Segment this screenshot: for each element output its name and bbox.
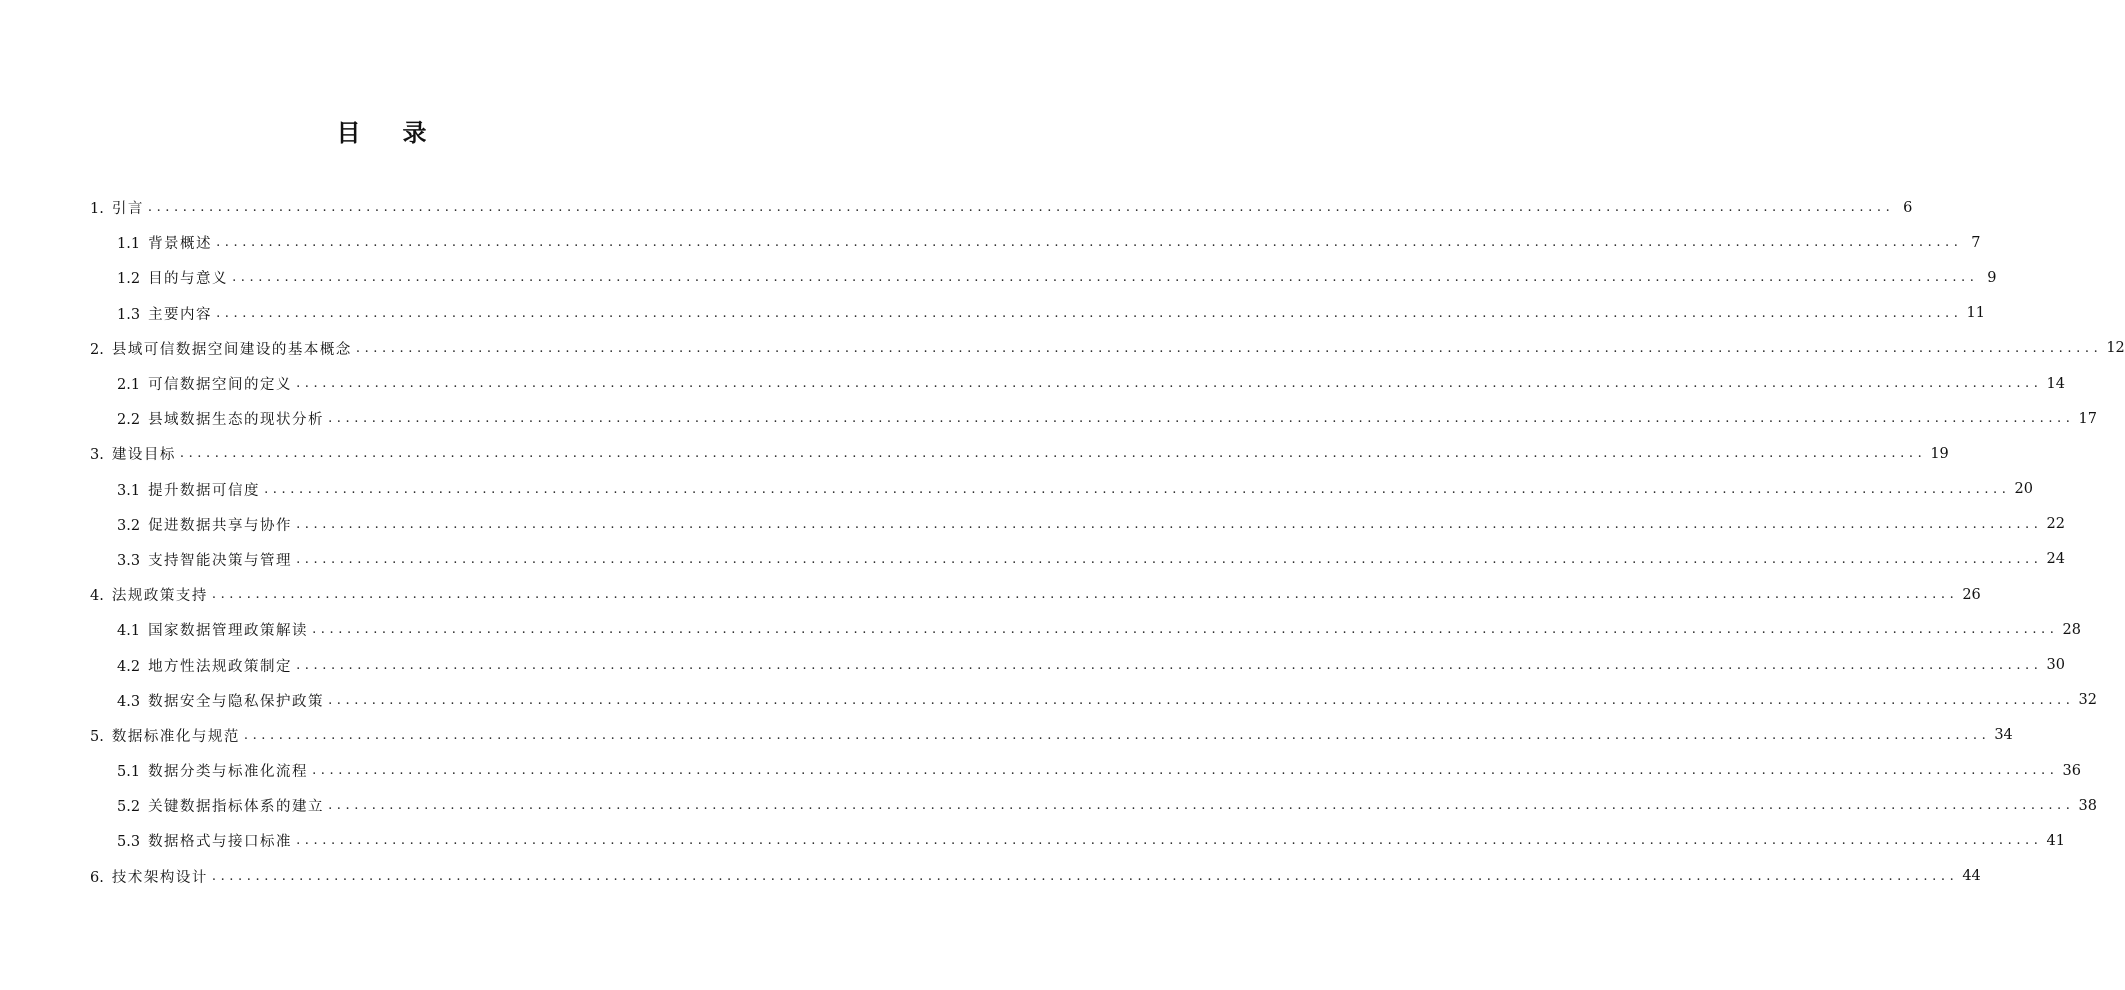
- toc-entry[interactable]: [90, 753, 2081, 788]
- toc-dot-leader: ........................................................................................................................................................................................................: [264, 481, 2011, 497]
- toc-entry-label: [117, 408, 324, 429]
- page-title: [0, 113, 765, 148]
- toc-entry-number: 4.: [90, 588, 104, 605]
- toc-entry-text: 数据标准化与规范: [111, 728, 240, 745]
- toc-entry-number: 5.3: [117, 834, 141, 851]
- toc-dot-leader: ........................................................................................................................................................................................................: [147, 200, 1895, 216]
- toc-entry[interactable]: [90, 577, 1981, 612]
- toc-dot-leader: ........................................................................................................................................................................................................: [296, 516, 2043, 532]
- toc-entry-number: 3.3: [117, 552, 141, 569]
- toc-page-number: 17: [2078, 410, 2097, 427]
- toc-entry-text: 主要内容: [148, 306, 213, 323]
- toc-entry-number: 4.1: [117, 623, 141, 640]
- toc-entry-label: [117, 514, 292, 535]
- toc-entry-text: 目的与意义: [148, 271, 229, 288]
- toc-entry-number: 1.: [90, 201, 104, 218]
- toc-page-number: 9: [1987, 269, 1997, 286]
- toc-entry[interactable]: [90, 225, 1981, 260]
- toc-entry[interactable]: [90, 788, 2097, 823]
- toc-entry-label: [117, 232, 212, 253]
- toc-entry-text: 国家数据管理政策解读: [148, 623, 309, 640]
- toc-entry[interactable]: [90, 331, 2125, 366]
- toc-page-number: 6: [1903, 199, 1913, 216]
- toc-dot-leader: ........................................................................................................................................................................................................: [296, 657, 2043, 673]
- toc-entry-text: 可信数据空间的定义: [148, 377, 293, 394]
- toc-entry-number: 4.2: [117, 658, 141, 675]
- toc-entry[interactable]: [90, 612, 2081, 647]
- toc-entry[interactable]: [90, 296, 1985, 331]
- toc-entry[interactable]: [90, 260, 1997, 295]
- toc-dot-leader: ........................................................................................................................................................................................................: [296, 833, 2043, 849]
- toc-entry-number: 5.: [90, 728, 104, 745]
- toc-entry[interactable]: [90, 472, 2033, 507]
- toc-entry-label: [117, 303, 212, 324]
- toc-entry[interactable]: [90, 859, 1981, 894]
- toc-page-number: 19: [1930, 445, 1949, 462]
- toc-dot-leader: ........................................................................................................................................................................................................: [216, 235, 1963, 251]
- toc-dot-leader: ........................................................................................................................................................................................................: [312, 763, 2059, 779]
- toc-entry-label: [117, 795, 324, 816]
- toc-dot-leader: ........................................................................................................................................................................................................: [243, 727, 1991, 743]
- toc-page-number: 38: [2078, 797, 2097, 814]
- toc-entry[interactable]: [90, 190, 1913, 225]
- toc-page-number: 36: [2062, 762, 2081, 779]
- toc-page-number: 11: [1966, 305, 1985, 322]
- toc-entry-text: 促进数据共享与协作: [148, 517, 293, 534]
- toc-entry-text: 关键数据指标体系的建立: [148, 799, 325, 816]
- toc-entry[interactable]: [90, 823, 2065, 858]
- toc-entry-label: [117, 619, 308, 640]
- table-of-contents: [90, 190, 2125, 894]
- toc-page-number: 22: [2046, 516, 2065, 533]
- toc-entry-text: 数据安全与隐私保护政策: [148, 693, 325, 710]
- toc-page-number: 14: [2046, 375, 2065, 392]
- toc-dot-leader: ........................................................................................................................................................................................................: [216, 305, 1963, 321]
- toc-entry-text: 法规政策支持: [111, 588, 208, 605]
- toc-entry-label: [90, 338, 352, 359]
- toc-dot-leader: ........................................................................................................................................................................................................: [312, 622, 2059, 638]
- toc-page-number: 12: [2106, 340, 2125, 357]
- toc-entry-label: [90, 725, 240, 746]
- toc-entry-number: 1.1: [117, 236, 141, 253]
- toc-dot-leader: ........................................................................................................................................................................................................: [296, 376, 2043, 392]
- toc-entry-text: 背景概述: [148, 236, 213, 253]
- toc-dot-leader: ........................................................................................................................................................................................................: [328, 798, 2075, 814]
- title-char-2: 录: [402, 119, 429, 147]
- toc-dot-leader: ........................................................................................................................................................................................................: [355, 340, 2103, 356]
- toc-entry[interactable]: [90, 436, 1949, 471]
- toc-page-number: 30: [2046, 657, 2065, 674]
- toc-entry-number: 5.1: [117, 764, 141, 781]
- toc-entry[interactable]: [90, 542, 2065, 577]
- toc-entry-text: 县域可信数据空间建设的基本概念: [111, 341, 352, 358]
- toc-page-number: 32: [2078, 692, 2097, 709]
- toc-dot-leader: ........................................................................................................................................................................................................: [328, 692, 2075, 708]
- toc-entry-label: [117, 655, 292, 676]
- toc-dot-leader: ........................................................................................................................................................................................................: [179, 446, 1927, 462]
- toc-entry-label: [117, 373, 292, 394]
- toc-entry-label: [117, 549, 292, 570]
- toc-entry-label: [90, 584, 208, 605]
- toc-dot-leader: ........................................................................................................................................................................................................: [296, 551, 2043, 567]
- toc-entry-label: [117, 267, 228, 288]
- toc-entry-label: [117, 830, 292, 851]
- toc-entry-number: 1.2: [117, 271, 141, 288]
- toc-entry-label: [117, 479, 260, 500]
- toc-entry-label: [90, 443, 176, 464]
- toc-entry-number: 6.: [90, 869, 104, 886]
- toc-entry-text: 县域数据生态的现状分析: [148, 412, 325, 429]
- toc-entry-text: 支持智能决策与管理: [148, 552, 293, 569]
- toc-dot-leader: ........................................................................................................................................................................................................: [211, 587, 1959, 603]
- toc-entry[interactable]: [90, 366, 2065, 401]
- toc-entry[interactable]: [90, 507, 2065, 542]
- toc-entry-number: 2.1: [117, 377, 141, 394]
- toc-entry-label: [90, 866, 208, 887]
- title-char-1: 目: [336, 119, 363, 147]
- toc-page-number: 44: [1962, 868, 1981, 885]
- toc-page-number: 20: [2014, 481, 2033, 498]
- toc-entry[interactable]: [90, 647, 2065, 682]
- toc-entry[interactable]: [90, 718, 2013, 753]
- toc-page-number: 41: [2046, 832, 2065, 849]
- toc-entry-number: 3.2: [117, 517, 141, 534]
- toc-entry-number: 2.: [90, 341, 104, 358]
- toc-entry-text: 建设目标: [111, 447, 176, 464]
- toc-entry-label: [117, 760, 308, 781]
- toc-entry-number: 5.2: [117, 799, 141, 816]
- toc-page-number: 28: [2062, 621, 2081, 638]
- toc-entry-text: 数据分类与标准化流程: [148, 764, 309, 781]
- toc-entry[interactable]: [90, 683, 2097, 718]
- toc-page-number: 7: [1971, 234, 1981, 251]
- toc-dot-leader: ........................................................................................................................................................................................................: [328, 411, 2075, 427]
- toc-entry-number: 3.1: [117, 482, 141, 499]
- toc-dot-leader: ........................................................................................................................................................................................................: [232, 270, 1979, 286]
- toc-entry-label: [117, 690, 324, 711]
- toc-page-number: 26: [1962, 586, 1981, 603]
- toc-entry-text: 提升数据可信度: [148, 482, 261, 499]
- toc-entry-text: 地方性法规政策制定: [148, 658, 293, 675]
- toc-entry-text: 数据格式与接口标准: [148, 834, 293, 851]
- toc-entry-text: 引言: [111, 201, 144, 218]
- toc-entry[interactable]: [90, 401, 2097, 436]
- toc-entry-number: 3.: [90, 447, 104, 464]
- toc-entry-text: 技术架构设计: [111, 869, 208, 886]
- toc-page-number: 34: [1994, 727, 2013, 744]
- toc-entry-number: 2.2: [117, 412, 141, 429]
- toc-page-number: 24: [2046, 551, 2065, 568]
- toc-entry-number: 1.3: [117, 306, 141, 323]
- toc-entry-label: [90, 197, 144, 218]
- toc-entry-number: 4.3: [117, 693, 141, 710]
- toc-dot-leader: ........................................................................................................................................................................................................: [211, 868, 1959, 884]
